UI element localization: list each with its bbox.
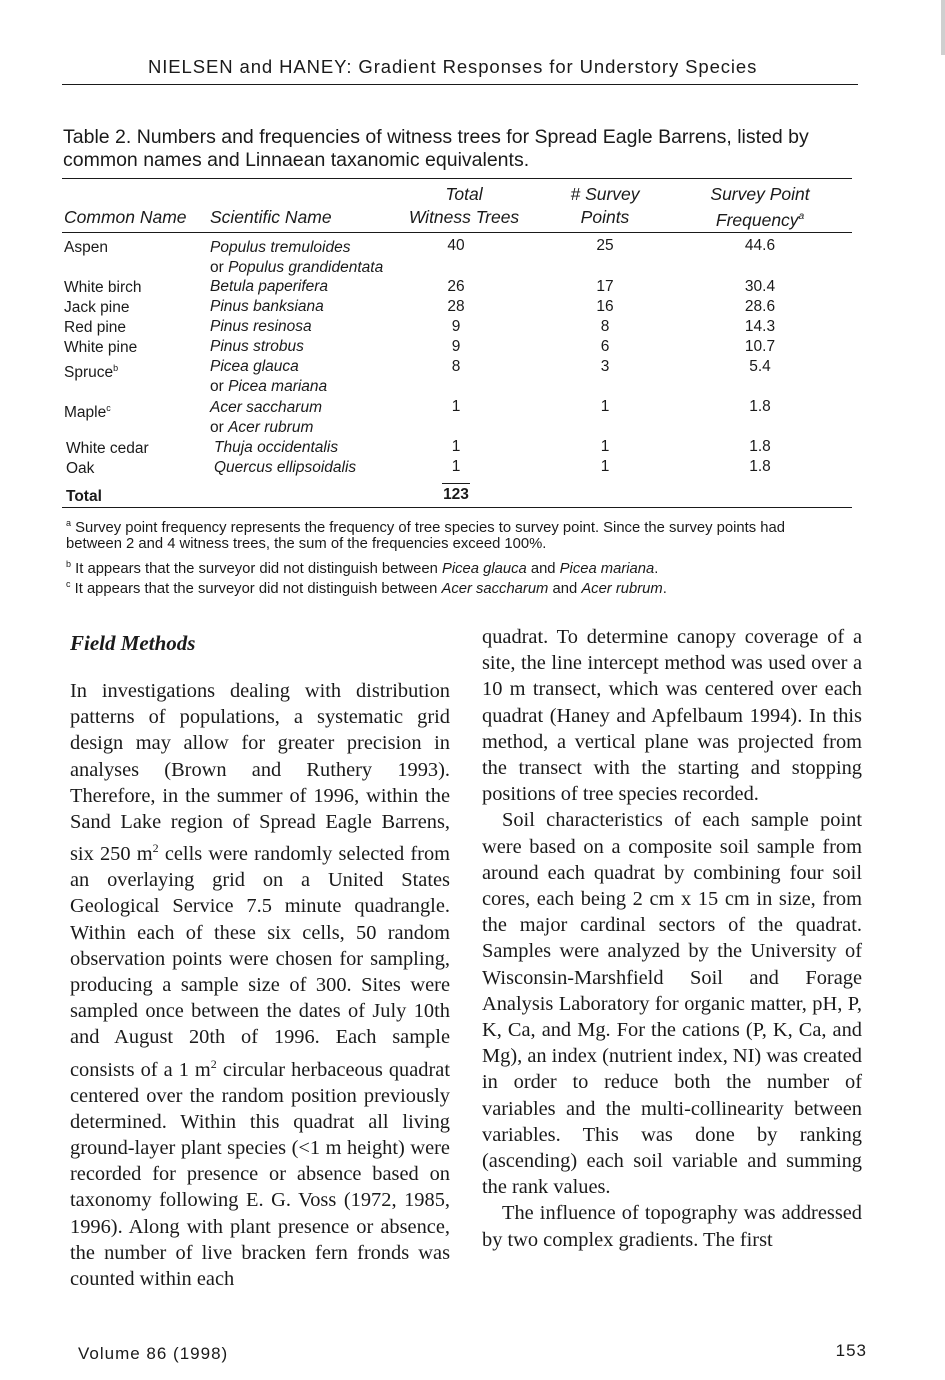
cell-common: White pine bbox=[64, 339, 138, 356]
cell-common: Aspen bbox=[64, 239, 108, 256]
cell-scientific: Pinus resinosa bbox=[210, 318, 312, 335]
table-bottom-rule bbox=[62, 507, 852, 508]
sum-rule bbox=[442, 483, 470, 484]
cell-scientific: Pinus banksiana bbox=[210, 298, 324, 315]
cell-total: 9 bbox=[451, 318, 461, 335]
header-common-name: Common Name bbox=[64, 207, 187, 227]
section-heading: Field Methods bbox=[70, 631, 196, 655]
cell-frequency: 28.6 bbox=[744, 298, 776, 315]
header-points-line2: Points bbox=[580, 207, 630, 227]
cell-points: 1 bbox=[600, 438, 610, 455]
cell-points: 6 bbox=[600, 338, 610, 355]
cell-scientific: Betula paperifera bbox=[210, 278, 329, 295]
cell-total: 40 bbox=[447, 237, 465, 254]
cell-frequency: 1.8 bbox=[749, 398, 771, 415]
header-rule bbox=[62, 84, 858, 85]
body-paragraph: In investigations dealing with distribution patterns of populations, a systematic grid design may allow for greater precision in analyses (Brown and Ruthery 1993). Therefore, in the summer of 1996, within the Sand Lake region of Spread Eagle Barrens, six 250 $m^2$ cells were randomly selected from an overlaying grid on a United States Geological Service 7.5 minute quadrangle. Within each of these six cells, 50 random observation points were chosen for sampling, producing a sample size of 300. Sites were sampled once between the dates of July 10th and August 20th of 1996. Each sample consists of a 1 $m^2$ circular herbaceous quadrat centered over the random position previously determined. Within this quadrat all living ground-layer plant species (<1 m height) were recorded for presence or absence based on taxonomy following E. G. Voss (1972, 1985, 1996). Along with plant presence or absence, the number of live bracken fern fronds was counted within each bbox=[70, 680, 450, 1291]
page-number: 153 bbox=[835, 1341, 867, 1360]
cell-total: 8 bbox=[451, 358, 461, 375]
cell-frequency: 14.3 bbox=[744, 318, 776, 335]
cell-scientific: Pinus strobus bbox=[210, 338, 304, 355]
cell-total: 28 bbox=[447, 298, 465, 315]
header-scientific-name: Scientific Name bbox=[210, 207, 332, 227]
cell-common: Oak bbox=[66, 460, 95, 477]
total-value: 123 bbox=[443, 486, 469, 503]
cell-common: White birch bbox=[64, 279, 142, 296]
footer-volume: Volume 86 (1998) bbox=[78, 1344, 229, 1363]
cell-frequency: 44.6 bbox=[744, 237, 776, 254]
body-paragraph: Soil characteristics of each sample point were based on a composite soil sample from around each quadrat by combining four soil cores, each being 2 cm x 15 cm in size, from the major cardinal sectors of the quadrat. Samples were analyzed by the University of Wisconsin-Marshfield Soil and Forage Analysis Laboratory for organic matter, pH, P, K, Ca, and Mg. For the cations (P, K, Ca, and Mg), an index (nutrient index, NI) was created in order to reduce both the number of variables and the multi-collinearity between variables. This was done by ranking (ascending) each soil variable and summing the rank values. bbox=[482, 809, 862, 1199]
table-caption: Table 2. Numbers and frequencies of witness trees for Spread Eagle Barrens, listed by common names and Linnaean taxanomic equivalents. bbox=[63, 126, 809, 171]
body-right-column bbox=[482, 624, 862, 1253]
cell-scientific: Populus tremuloides bbox=[210, 239, 351, 256]
cell-scientific: Acer saccharum bbox=[210, 399, 322, 416]
header-total-line2: Witness Trees bbox=[408, 207, 520, 227]
scan-edge bbox=[941, 0, 945, 55]
body-paragraph: quadrat. To determine canopy coverage of a site, the line intercept method was used over a 10 m transect, which was centered over each quadrat (Haney and Apfelbaum 1994). In this method, a vertical plane was projected from the transect with the starting and stopping positions of tree species recorded. bbox=[482, 626, 862, 806]
cell-frequency: 10.7 bbox=[744, 338, 776, 355]
cell-points: 16 bbox=[596, 298, 614, 315]
cell-total: 1 bbox=[451, 398, 461, 415]
cell-frequency: 5.4 bbox=[749, 358, 771, 375]
cell-scientific: Picea glauca bbox=[210, 358, 299, 375]
cell-total: 1 bbox=[451, 438, 461, 455]
cell-points: 8 bbox=[600, 318, 610, 335]
cell-common: White cedar bbox=[66, 440, 149, 457]
header-points-line1: # Survey bbox=[570, 184, 640, 204]
cell-scientific-alt: or Populus grandidentata bbox=[210, 259, 384, 276]
running-head: NIELSEN and HANEY: Gradient Responses for Understory Species bbox=[148, 56, 758, 77]
cell-common: Maple$^c$ bbox=[64, 403, 111, 422]
table-top-rule bbox=[62, 178, 852, 179]
cell-total: 1 bbox=[451, 458, 461, 475]
footnote-a-continued: between 2 and 4 witness trees, the sum of the frequencies exceed 100%. bbox=[66, 536, 547, 552]
cell-total: 9 bbox=[451, 338, 461, 355]
footnote-b: $^b$ It appears that the surveyor did not distinguish between Picea glauca and Picea mariana. bbox=[66, 559, 659, 577]
cell-points: 25 bbox=[596, 237, 614, 254]
total-label: Total bbox=[66, 488, 102, 505]
header-total-line1: Total bbox=[445, 184, 483, 204]
footnote-c: $^c$ It appears that the surveyor did not distinguish between Acer saccharum and Acer rubrum. bbox=[66, 579, 667, 597]
cell-points: 3 bbox=[600, 358, 610, 375]
cell-scientific-alt: or Acer rubrum bbox=[210, 419, 314, 436]
cell-scientific-alt: or Picea mariana bbox=[210, 378, 328, 395]
cell-points: 17 bbox=[596, 278, 614, 295]
header-freq-line1: Survey Point bbox=[710, 184, 810, 204]
table-header-rule bbox=[62, 232, 852, 233]
footnote-a: $^a$ Survey point frequency represents the frequency of tree species to survey point. Since the survey points had bbox=[66, 518, 785, 536]
body-paragraph: The influence of topography was addressed by two complex gradients. The first bbox=[482, 1202, 862, 1251]
cell-frequency: 1.8 bbox=[749, 458, 771, 475]
cell-frequency: 1.8 bbox=[749, 438, 771, 455]
header-freq-line2: Frequency$^a$ bbox=[715, 209, 805, 230]
cell-frequency: 30.4 bbox=[744, 278, 776, 295]
cell-common: Spruce$^b$ bbox=[64, 363, 119, 382]
cell-total: 26 bbox=[447, 278, 465, 295]
cell-points: 1 bbox=[600, 398, 610, 415]
body-left-column bbox=[70, 678, 450, 1292]
cell-common: Jack pine bbox=[64, 299, 130, 316]
cell-common: Red pine bbox=[64, 319, 127, 336]
cell-scientific: Thuja occidentalis bbox=[214, 439, 339, 456]
cell-points: 1 bbox=[600, 458, 610, 475]
cell-scientific: Quercus ellipsoidalis bbox=[214, 459, 357, 476]
